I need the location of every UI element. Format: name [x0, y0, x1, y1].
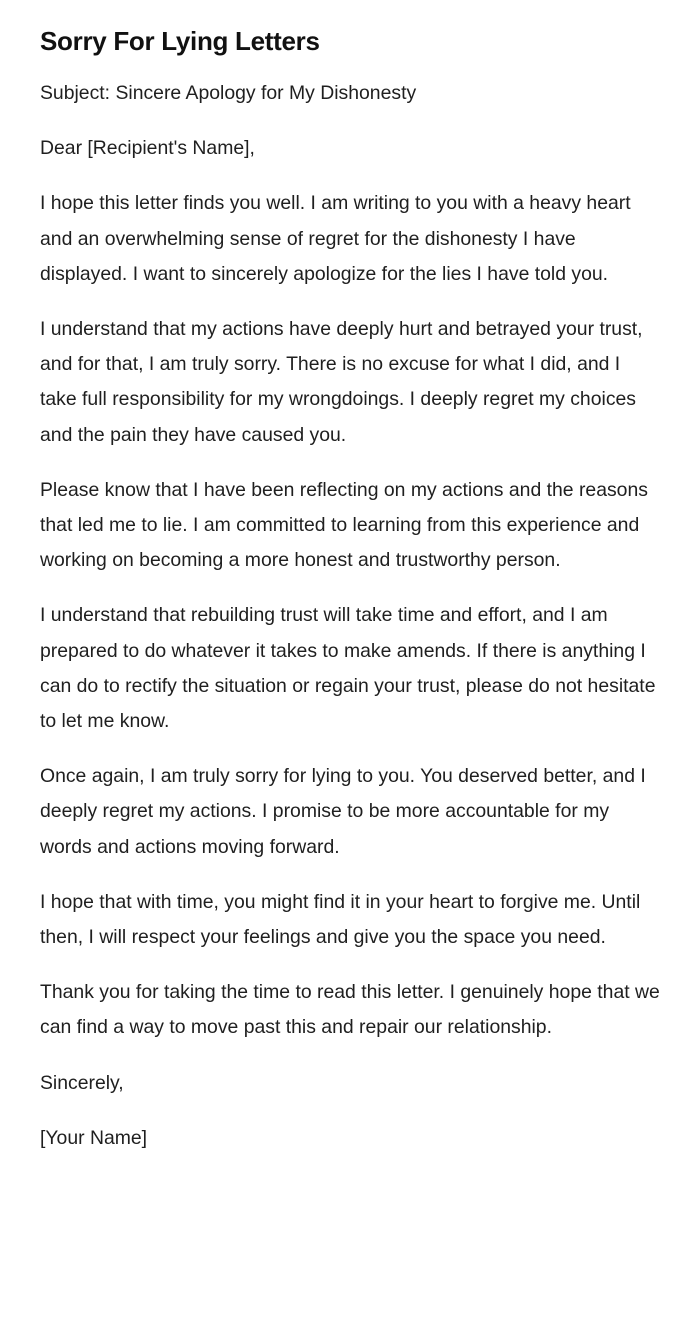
letter-paragraph: I hope this letter finds you well. I am writing to you with a heavy heart and an overwhelming sense of regret for the dishonesty I have displayed. I want to sincerely apologize for the lies I have told you.: [40, 192, 631, 285]
letter-paragraph: Thank you for taking the time to read this letter. I genuinely hope that we can find a way to move past this and repair our relationship.: [40, 981, 660, 1039]
letter-paragraph: I understand that rebuilding trust will take time and effort, and I am prepared to do whatever it takes to make amends. If there is anything I can do to rectify the situation or regain your trust, please do not hesitate to let me know.: [40, 604, 656, 733]
letter-closing: Sincerely,: [40, 1071, 124, 1094]
letter-paragraph: Please know that I have been reflecting on my actions and the reasons that led me to lie. I am committed to learning from this experience and working on becoming a more honest and trustworthy person.: [40, 478, 648, 572]
letter-paragraph: Once again, I am truly sorry for lying to you. You deserved better, and I deeply regret my actions. I promise to be more accountable for my words and actions moving forward.: [40, 765, 646, 858]
letter-salutation: Dear [Recipient's Name],: [40, 137, 255, 160]
letter-paragraph: I understand that my actions have deeply hurt and betrayed your trust, and for that, I am truly sorry. There is no excuse for what I did, and I take full responsibility for my wrongdoings. I deeply regret my choices and the pain they have caused you.: [40, 318, 643, 446]
letter-signature: [Your Name]: [40, 1126, 148, 1149]
letter-subject: Subject: Sincere Apology for My Dishonesty: [40, 82, 417, 104]
page-title: Sorry For Lying Letters: [40, 26, 320, 56]
letter-paragraph: I hope that with time, you might find it in your heart to forgive me. Until then, I will respect your feelings and give you the space you need.: [40, 890, 641, 949]
